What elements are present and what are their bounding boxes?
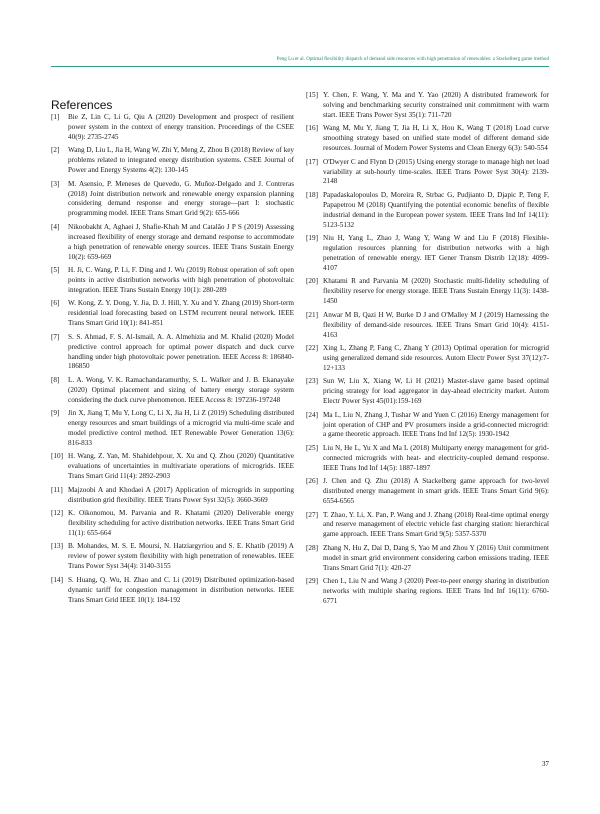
reference-entry (306, 311, 549, 341)
reference-number: [11] (51, 485, 63, 494)
references-right-column (306, 91, 549, 611)
reference-number: [23] (306, 377, 318, 386)
reference-entry (306, 411, 549, 441)
reference-number: [19] (306, 234, 318, 243)
reference-text: T. Zhao, Y. Li, X. Pan, P. Wang and J. Zhang (2018) Real-time optimal energy and reserve management of electric vehicle fast charging station: hierarchical game approach. IEEE Trans Smart Grid 9(5): 5357-5370 (323, 510, 549, 539)
reference-number: [21] (306, 310, 318, 319)
reference-number: [18] (306, 190, 318, 199)
reference-text: Anwar M B, Qazi H W, Burke D J and O'Malley M J (2019) Harnessing the flexibility of demand-side resources. IEEE Trans Smart Grid 10(4): 4151-4163 (323, 310, 549, 339)
reference-entry (51, 376, 294, 406)
reference-entry (51, 266, 294, 296)
reference-text: Khatami R and Parvania M (2020) Stochastic multi-fidelity scheduling of flexibility reserve for energy storage. IEEE Trans Sustain Energy 11(3): 1438-1450 (323, 277, 549, 306)
reference-entry (51, 333, 294, 373)
reference-text: Y. Chen, F. Wang, Y. Ma and Y. Yao (2020) A distributed framework for solving and benchmarking security constrained unit commitment with warm start. IEEE Trans Power Syst 35(1): 711-720 (323, 91, 549, 119)
reference-number: [1] (51, 113, 60, 121)
reference-entry (51, 113, 294, 143)
reference-text: W. Kong, Z. Y. Dong, Y. Jia, D. J. Hill, Y. Xu and Y. Zhang (2019) Short-term residential load forecasting based on LSTM recurrent neural network. IEEE Trans Smart Grid 10(1): 841-851 (68, 299, 294, 328)
reference-number: [6] (51, 299, 60, 308)
reference-text: J. Chen and Q. Zhu (2018) A Stackelberg game approach for two-level distributed energy management in smart grids. IEEE Trans Smart Grid 9(6): 6554-6565 (323, 477, 549, 506)
page-number: 37 (541, 760, 549, 768)
reference-text: Xing L, Zhang P, Fang C, Zhang Y (2013) Optimal operation for microgrid using generalized demand side resources. Autom Electr Power Syst 37(12):7-12+133 (323, 344, 549, 372)
reference-text: M. Asensio, P. Meneses de Quevedo, G. Muñoz-Delgado and J. Contreras (2018) Joint distribution network and renewable energy expansion planning considering demand response and energy storage—part I: stochastic programming model. IEEE Trans Smart Grid 9(2): 655-666 (68, 179, 294, 218)
reference-entry (51, 542, 294, 572)
reference-number: [14] (51, 575, 63, 584)
reference-number: [29] (306, 577, 318, 586)
reference-text: K. Oikonomou, M. Parvania and R. Khatami (2020) Deliverable energy flexibility scheduling for active distribution networks. IEEE Trans Smart Grid 11(1): 655-664 (68, 509, 294, 537)
reference-text: L. A. Wong, V. K. Ramachandaramurthy, S. L. Walker and J. B. Ekanayake (2020) Optimal placement and sizing of battery energy storage system considering the duck curve phenomenon. IEEE Access 8: 197236-197248 (68, 375, 294, 404)
reference-number: [7] (51, 332, 60, 341)
reference-text: Wang M, Mu Y, Jiang T, Jia H, Li X, Hou K, Wang T (2018) Load curve smoothing strategy based on unified state model of different demand side resources. Journal of Modern Power Systems and Clean Energy 6(3): 540-554 (323, 124, 549, 153)
reference-number: [10] (51, 452, 63, 461)
reference-number: [4] (51, 222, 60, 231)
reference-number: [28] (306, 543, 318, 552)
reference-number: [13] (51, 542, 63, 551)
reference-text: Papadaskalopoulos D, Moreira R, Strbac G, Pudjianto D, Djapic P, Teng F, Papapetrou M (2018) Quantifying the potential economic benefits of flexible industrial demand in the European power system. IEEE Trans Ind Inf 14(11): 5123-5132 (323, 190, 549, 229)
reference-number: [22] (306, 344, 318, 352)
reference-entry (306, 477, 549, 507)
reference-number: [24] (306, 410, 318, 419)
reference-text: Sun W, Liu X, Xiang W, Li H (2021) Master-slave game based optimal pricing strategy for load aggregator in day-ahead electricity market. Autom Electr Power Syst 45(01):159-169 (323, 377, 549, 406)
reference-text: Chen L, Liu N and Wang J (2020) Peer-to-peer energy sharing in distribution networks with multiple sharing regions. IEEE Trans Ind Inf 16(11): 6760-6771 (323, 577, 549, 605)
reference-number: [25] (306, 443, 318, 452)
reference-text: Jin X, Jiang T, Mu Y, Long C, Li X, Jia H, Li Z (2019) Scheduling distributed energy resources and smart buildings of a microgrid via multi-time scale and model predictive control method. IET Renewable Power Generation 13(6): 816-833 (68, 409, 294, 447)
reference-entry (306, 277, 549, 307)
reference-entry (306, 344, 549, 374)
reference-number: [17] (306, 157, 318, 166)
reference-entry (51, 299, 294, 329)
reference-number: [26] (306, 477, 318, 486)
reference-entry (306, 91, 549, 121)
reference-entry (306, 124, 549, 154)
reference-entry (51, 223, 294, 263)
reference-number: [9] (51, 409, 60, 418)
reference-text: Majzoobi A and Khodaei A (2017) Application of microgrids in supporting distribution grid flexibility. IEEE Trans Power Syst 32(5): 3660-3669 (68, 485, 294, 504)
reference-text: O'Dwyer C and Flynn D (2015) Using energy storage to manage high net load variability at sub-hourly time-scales. IEEE Trans Power Syst 30(4): 2139-2148 (323, 157, 549, 186)
reference-text: H. Wang, Z. Yan, M. Shahidehpour, X. Xu and Q. Zhou (2020) Quantitative evaluations of uncertainties in multivariate operations of microgrids. IEEE Trans Smart Grid 11(4): 2892-2903 (68, 452, 294, 481)
reference-number: [16] (306, 124, 318, 133)
references-left-column (51, 113, 294, 609)
running-head: Peng Lu et al. Optimal flexibility dispatch of demand side resources with high penetration of renewables: a Stackelberg game method (276, 56, 549, 62)
reference-text: Niu H, Yang L, Zhao J, Wang Y, Wang W and Liu F (2018) Flexible-regulation resources planning for distribution networks with a high penetration of renewable energy. IET Gener Transm Distrib 12(18): 4099-4107 (323, 234, 549, 272)
reference-entry (306, 158, 549, 188)
header-rule (51, 66, 549, 67)
reference-entry (51, 509, 294, 539)
reference-text: S. S. Ahmad, F. S. Al-Ismail, A. A. Almehizia and M. Khalid (2020) Model predictive control approach for optimal power dispatch and duck curve handling under high photovoltaic power penetration. IEEE Access 8: 186840-186850 (68, 332, 294, 371)
reference-number: [3] (51, 179, 60, 188)
reference-entry (51, 180, 294, 220)
reference-entry (51, 452, 294, 482)
section-title: References (51, 97, 113, 112)
reference-number: [15] (306, 91, 318, 99)
reference-entry (306, 377, 549, 407)
reference-entry (306, 234, 549, 274)
reference-text: Liu N, He L, Yu X and Ma L (2018) Multiparty energy management for grid-connected microgrids with heat- and electricity-coupled demand response. IEEE Trans Ind Inf 14(5): 1887-1897 (323, 443, 549, 472)
reference-number: [5] (51, 266, 60, 275)
reference-number: [8] (51, 375, 60, 384)
reference-entry (51, 409, 294, 449)
reference-entry (306, 444, 549, 474)
reference-entry (51, 576, 294, 606)
reference-text: H. Ji, C. Wang, P. Li, F. Ding and J. Wu (2019) Robust operation of soft open points in active distribution networks with high penetration of photovoltaic integration. IEEE Trans Sustain Energy 10(1): 280-289 (68, 266, 294, 294)
reference-text: Bie Z, Lin C, Li G, Qiu A (2020) Development and prospect of resilient power system in the context of energy transition. Proceedings of the CSEE 40(9): 2735-2745 (68, 113, 294, 141)
reference-entry (306, 191, 549, 231)
reference-number: [2] (51, 146, 60, 155)
reference-text: Wang D, Liu L, Jia H, Wang W, Zhi Y, Meng Z, Zhou B (2018) Review of key problems related to integrated energy distribution systems. CSEE Journal of Power and Energy Systems 4(2): 130-145 (68, 146, 294, 175)
reference-number: [20] (306, 277, 318, 286)
reference-text: Zhang N, Hu Z, Dai D, Dang S, Yao M and Zhou Y (2016) Unit commitment model in smart grid environment considering carbon emissions trading. IEEE Trans Smart Grid 7(1): 420-27 (323, 543, 549, 572)
reference-entry (306, 511, 549, 541)
reference-entry (306, 544, 549, 574)
reference-text: B. Mohandes, M. S. E. Moursi, N. Hatziargyriou and S. E. Khatib (2019) A review of power system flexibility with high penetration of renewables. IEEE Trans Power Syst 34(4): 3140-3155 (68, 542, 294, 571)
reference-number: [27] (306, 510, 318, 519)
reference-entry (51, 486, 294, 506)
reference-text: Nikoobakht A, Aghaei J, Shafie-Khah M and Catalão J P S (2019) Assessing increased flexibility of energy storage and demand response to accommodate a high penetration of renewable energy sources. IEEE Trans Sustain Energy 10(2): 659-669 (68, 222, 294, 261)
reference-entry (306, 577, 549, 607)
reference-entry (51, 146, 294, 176)
reference-text: S. Huang, Q. Wu, H. Zhao and C. Li (2019) Distributed optimization-based dynamic tariff for congestion management in distribution networks. IEEE Trans Smart Grid IEEE 10(1): 184-192 (68, 575, 294, 604)
reference-text: Ma L, Liu N, Zhang J, Tushar W and Yuen C (2016) Energy management for joint operation of CHP and PV prosumers inside a grid-connected microgrid: a game theoretic approach. IEEE Trans Ind Inf 12(5): 1930-1942 (323, 410, 549, 439)
reference-number: [12] (51, 509, 63, 518)
